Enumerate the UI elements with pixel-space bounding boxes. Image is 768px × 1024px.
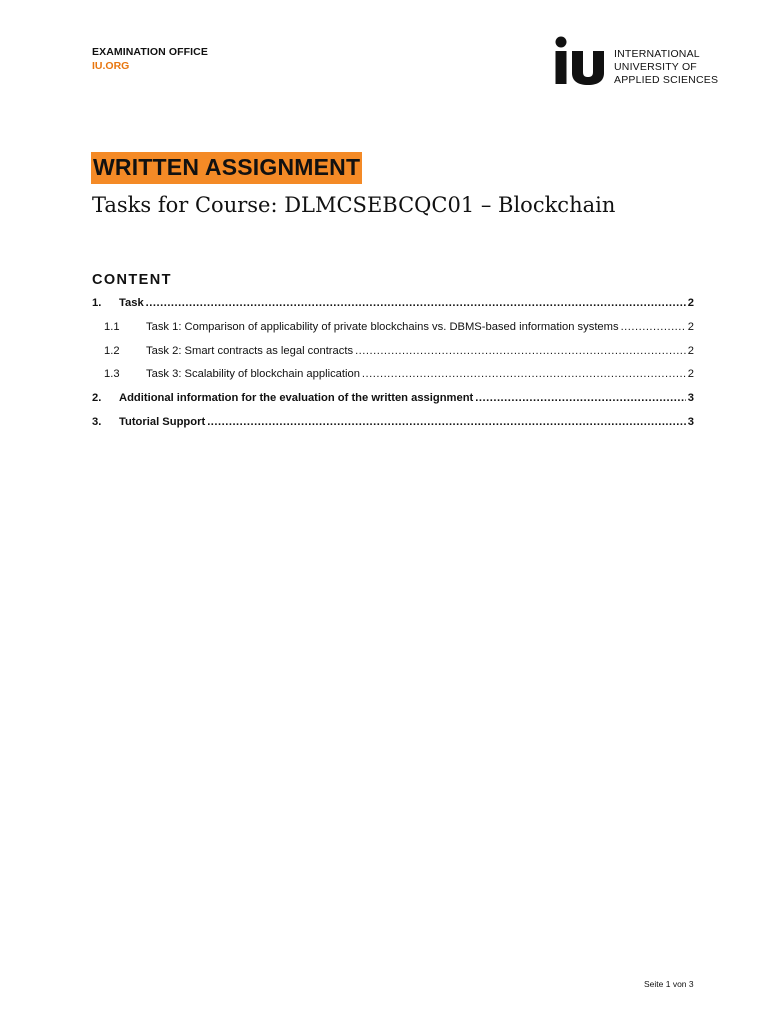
- toc-leader: [146, 297, 686, 309]
- toc-entry[interactable]: [92, 321, 694, 345]
- page-title: WRITTEN ASSIGNMENT: [93, 154, 361, 180]
- toc-title: Tutorial Support: [119, 415, 206, 428]
- logo-line-1: INTERNATIONAL: [614, 48, 700, 60]
- toc-leader: [355, 345, 686, 357]
- toc-number: 1.: [92, 297, 102, 309]
- iu-logo-text: [614, 48, 718, 87]
- toc-leader: [475, 392, 685, 404]
- toc-page-number: 3: [687, 392, 694, 405]
- toc-entry[interactable]: [92, 416, 694, 440]
- toc-entry[interactable]: [92, 392, 694, 416]
- toc-title: Task 2: Smart contracts as legal contracts: [146, 344, 354, 357]
- page-footer: Seite 1 von 3: [644, 979, 694, 989]
- logo-line-2: UNIVERSITY OF: [614, 61, 697, 73]
- page-subtitle: Tasks for Course: DLMCSEBCQC01 – Blockchain: [92, 193, 616, 217]
- title-highlight: [91, 152, 362, 184]
- toc-title: Task: [119, 297, 144, 309]
- toc-number: 1.1: [104, 320, 120, 333]
- toc-number: 1.3: [104, 368, 120, 381]
- toc-title: Task 1: Comparison of applicability of private blockchains vs. DBMS-based information systems: [146, 320, 619, 333]
- iu-logo-mark-icon: [554, 36, 610, 86]
- toc-leader: [207, 416, 686, 428]
- toc-page-number: 2: [687, 344, 694, 357]
- toc-leader: [621, 321, 686, 333]
- table-of-contents: [92, 297, 694, 440]
- toc-number: 1.2: [104, 344, 120, 357]
- examination-office-label: EXAMINATION OFFICE: [92, 46, 208, 58]
- toc-entry[interactable]: [92, 297, 694, 321]
- header-left: [92, 45, 208, 73]
- toc-leader: [362, 368, 686, 380]
- toc-page-number: 2: [687, 368, 694, 381]
- toc-title: Additional information for the evaluation of the written assignment: [119, 392, 474, 405]
- iu-org-link[interactable]: IU.ORG: [92, 60, 130, 72]
- logo-line-3: APPLIED SCIENCES: [614, 74, 719, 86]
- toc-number: 3.: [92, 415, 102, 428]
- toc-entry[interactable]: [92, 368, 694, 392]
- toc-page-number: 2: [687, 320, 694, 333]
- toc-page-number: 3: [687, 415, 694, 428]
- content-heading: CONTENT: [92, 272, 172, 288]
- toc-page-number: 2: [687, 297, 694, 309]
- toc-number: 2.: [92, 392, 102, 405]
- toc-entry[interactable]: [92, 345, 694, 369]
- toc-title: Task 3: Scalability of blockchain application: [146, 368, 360, 381]
